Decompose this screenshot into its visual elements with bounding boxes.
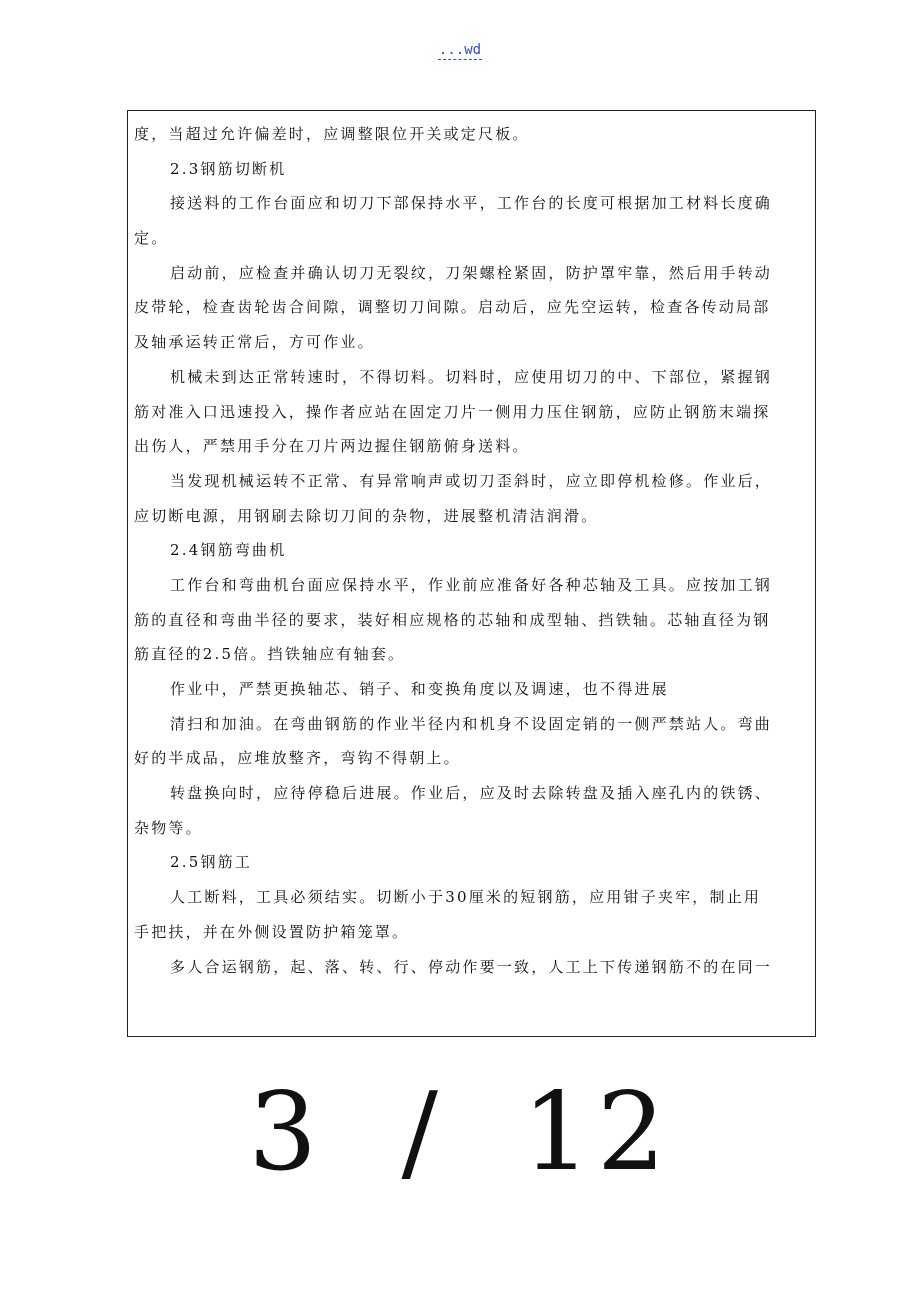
text-line: 清扫和加油。在弯曲钢筋的作业半径内和机身不设固定销的一侧严禁站人。弯曲 [170, 714, 773, 733]
text-line: 工作台和弯曲机台面应保持水平，作业前应准备好各种芯轴及工具。应按加工钢 [170, 575, 773, 594]
text-line: 接送料的工作台面应和切刀下部保持水平，工作台的长度可根据加工材料长度确 [170, 194, 773, 213]
text-line: 筋直径的2.5倍。挡铁轴应有轴套。 [134, 645, 406, 664]
page-separator: / [401, 1070, 444, 1195]
text-line: 应切断电源，用钢刷去除切刀间的杂物，进展整机清洁润滑。 [134, 506, 599, 525]
text-line: 杂物等。 [134, 818, 203, 837]
text-line: 好的半成品，应堆放整齐，弯钩不得朝上。 [134, 749, 461, 768]
text-line: 及轴承运转正常后，方可作业。 [134, 333, 375, 352]
text-line: 皮带轮，检查齿轮齿合间隙，调整切刀间隙。启动后，应先空运转，检查各传动局部 [134, 298, 771, 317]
text-line: 2.3钢筋切断机 [170, 159, 287, 178]
text-line: 当发现机械运转不正常、有异常响声或切刀歪斜时，应立即停机检修。作业后， [170, 471, 773, 490]
text-line: 机械未到达正常转速时，不得切料。切料时，应使用切刀的中、下部位，紧握钢 [170, 367, 773, 386]
text-line: 作业中，严禁更换轴芯、销子、和变换角度以及调速，也不得进展 [170, 680, 669, 698]
page-total: 12 [522, 1070, 672, 1195]
text-line: 多人合运钢筋，起、落、转、行、停动作要一致，人工上下传递钢筋不的在同一 [170, 957, 773, 976]
page-current: 3 [248, 1070, 324, 1195]
text-line: 2.4钢筋弯曲机 [170, 541, 287, 560]
text-line: 度，当超过允许偏差时，应调整限位开关或定尺板。 [134, 125, 530, 143]
text-line: 筋的直径和弯曲半径的要求，装好相应规格的芯轴和成型轴、挡铁轴。芯轴直径为钢 [134, 610, 771, 629]
document-text-box [127, 110, 816, 1037]
text-line: 2.5钢筋工 [170, 853, 253, 872]
text-line: 启动前，应检查并确认切刀无裂纹，刀架螺栓紧固，防护罩牢靠，然后用手转动 [170, 263, 773, 282]
text-line: 转盘换向时，应待停稳后进展。作业后，应及时去除转盘及插入座孔内的铁锈、 [170, 784, 773, 803]
page-number [0, 1068, 920, 1198]
text-line: 手把扶，并在外侧设置防护箱笼罩。 [134, 922, 410, 941]
text-line: 人工断料，工具必须结实。切断小于30厘米的短钢筋，应用钳子夹牢，制止用 [170, 888, 762, 907]
text-line: 出伤人，严禁用手分在刀片两边握住钢筋俯身送料。 [134, 437, 530, 456]
text-lines [128, 117, 815, 984]
header-watermark [0, 42, 920, 58]
header-mark-text: ...wd [438, 42, 482, 58]
paragraph-block [128, 117, 815, 984]
text-line: 定。 [134, 229, 169, 248]
text-line: 筋对准入口迅速投入，操作者应站在固定刀片一侧用力压住钢筋，应防止钢筋末端探 [134, 402, 771, 421]
